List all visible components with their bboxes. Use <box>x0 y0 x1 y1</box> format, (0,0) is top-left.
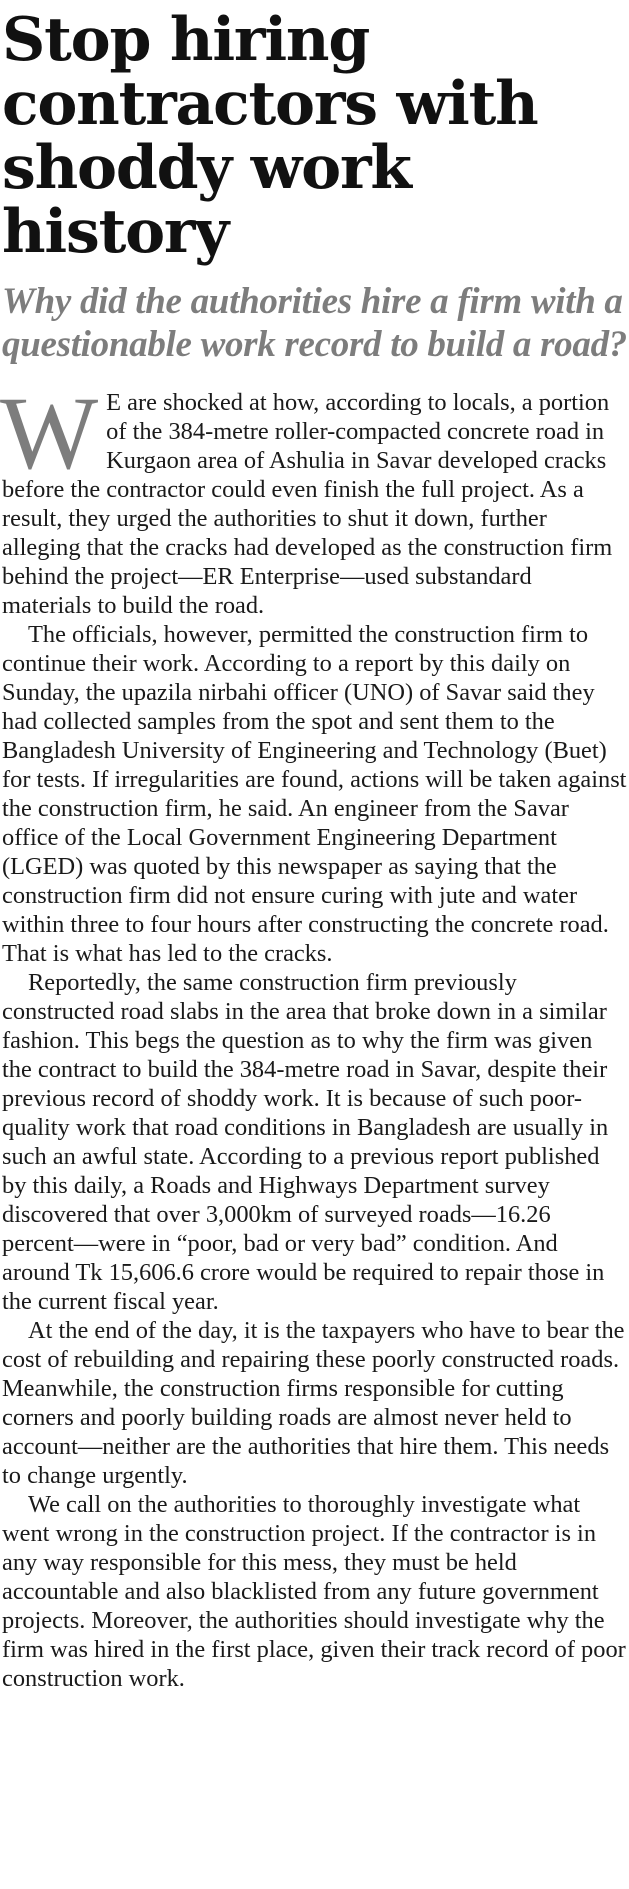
subheadline: Why did the authorities hire a firm with a questionable work record to build a road? <box>2 281 627 365</box>
headline: Stop hiring contractors with shoddy work history <box>2 5 538 267</box>
paragraph-3: Reportedly, the same construction firm previously constructed road slabs in the area that broke down in a similar fashion. This begs the question as to why the firm was given the contract to build the 384-metre road in Savar, despite their previous record of shoddy work. It is because of such poor-quality work that road conditions in Bangladesh are usually in such an awful state. According to a previous report published by this daily, a Roads and Highways Department survey discovered that over 3,000km of surveyed roads—16.26 percent—were in “poor, bad or very bad” condition. And around Tk 15,606.6 crore would be required to repair those in the current fiscal year. <box>2 969 609 1315</box>
paragraph-2: The officials, however, permitted the construction firm to continue their work. According to a report by this daily on Sunday, the upazila nirbahi officer (UNO) of Savar said they had collected samples from the spot and sent them to the Bangladesh University of Engineering and Technology (Buet) for tests. If irregularities are found, actions will be taken against the construction firm, he said. An engineer from the Savar office of the Local Government Engineering Department (LGED) was quoted by this newspaper as saying that the construction firm did not ensure curing with jute and water within three to four hours after constructing the concrete road. That is what has led to the cracks. <box>2 621 627 967</box>
paragraph-1-text: E are shocked at how, according to locals, a portion of the 384-metre roller-compacted concrete road in Kurgaon area of Ashulia in Savar developed cracks before the contractor could even finish the full project. As a result, they urged the authorities to shut it down, further alleging that the cracks had developed as the construction firm behind the project—ER Enterprise—used substandard materials to build the road. <box>2 389 613 619</box>
paragraph-4: At the end of the day, it is the taxpayers who have to bear the cost of rebuilding and repairing these poorly constructed roads. Meanwhile, the construction firms responsible for cutting corners and poorly building roads are almost never held to account—neither are the authorities that hire them. This needs to change urgently. <box>2 1317 625 1489</box>
paragraph-5: We call on the authorities to thoroughly investigate what went wrong in the construction project. If the contractor is in any way responsible for this mess, they must be held accountable and also blacklisted from any future government projects. Moreover, the authorities should investigate why the firm was hired in the first place, given their track record of poor construction work. <box>2 1491 626 1692</box>
drop-cap: W <box>0 376 99 491</box>
article-body <box>0 376 627 1693</box>
paragraph-1 <box>0 376 627 620</box>
